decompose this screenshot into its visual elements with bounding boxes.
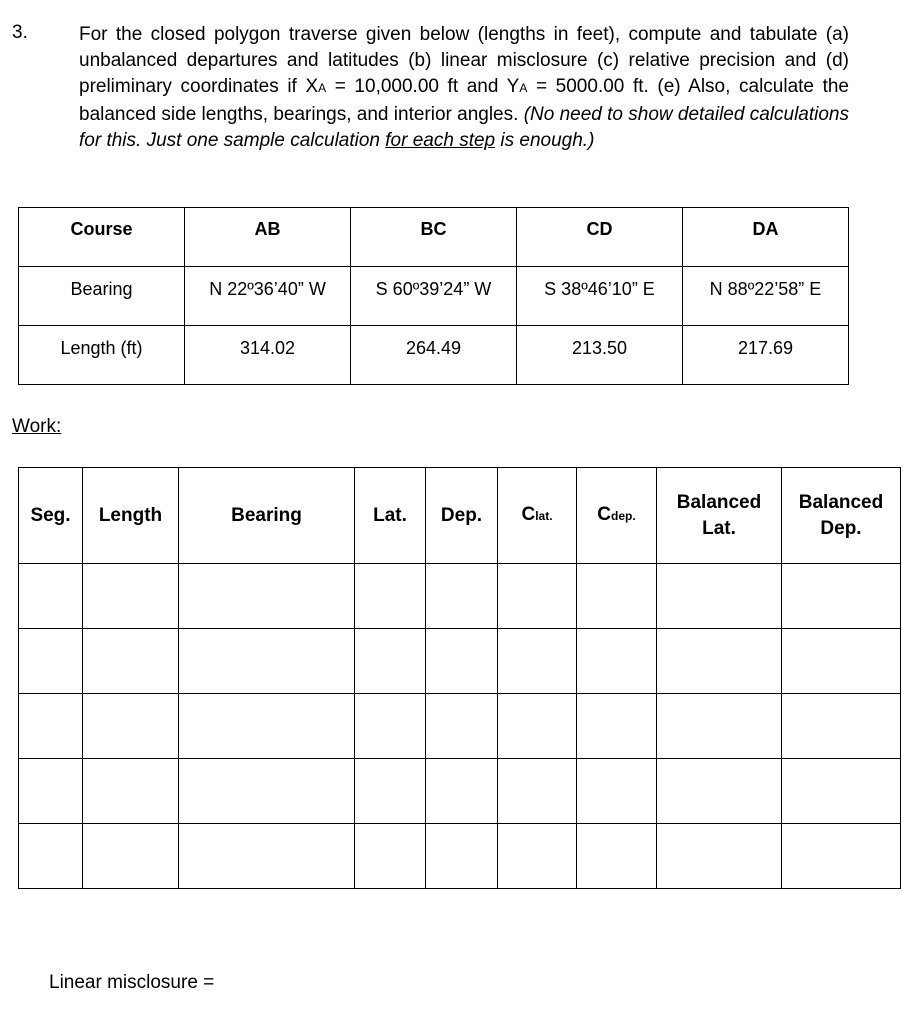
empty-cell[interactable]: [83, 629, 179, 694]
instruction-part2: is enough.): [495, 129, 595, 151]
empty-cell[interactable]: [83, 564, 179, 629]
course-da: DA: [683, 208, 849, 267]
instruction-part1: (No need to show detailed calculations for this. Just one sample calculation: [79, 103, 849, 151]
empty-cell[interactable]: [355, 759, 426, 824]
empty-cell[interactable]: [782, 564, 901, 629]
empty-cell[interactable]: [355, 629, 426, 694]
bearing-row: [19, 267, 849, 326]
question-line1: For the closed polygon traverse given below (lengths in feet), compute and tabulate (a) unbalanced departures and latitudes (b) linear misclosure (c) relative precision and (d) preliminary coordinates if X: [79, 24, 849, 98]
work-header-row: [19, 468, 901, 564]
bearing-ab: N 22º36’40” W: [185, 267, 351, 326]
empty-cell[interactable]: [426, 564, 498, 629]
empty-cell[interactable]: [179, 824, 355, 889]
length-da: 217.69: [683, 326, 849, 385]
empty-cell[interactable]: [577, 824, 657, 889]
clat-sub: lat.: [535, 509, 553, 523]
empty-cell[interactable]: [657, 759, 782, 824]
empty-cell[interactable]: [577, 564, 657, 629]
seg-header: Seg.: [19, 468, 83, 564]
empty-cell[interactable]: [19, 629, 83, 694]
empty-cell[interactable]: [782, 694, 901, 759]
cdep-header: [577, 468, 657, 564]
cdep-c: C: [597, 504, 612, 525]
instruction-underlined: for each step: [385, 129, 496, 151]
length-ab: 314.02: [185, 326, 351, 385]
empty-cell[interactable]: [498, 824, 577, 889]
empty-cell[interactable]: [83, 824, 179, 889]
empty-cell[interactable]: [657, 694, 782, 759]
empty-cell[interactable]: [498, 759, 577, 824]
table-row: [19, 564, 901, 629]
question-number: 3.: [12, 22, 28, 43]
ya-subscript: A: [519, 81, 528, 96]
balanced-dep-line1: Balanced: [798, 491, 884, 513]
clat-header: [498, 468, 577, 564]
xa-subscript: A: [318, 81, 327, 96]
bearing-label: Bearing: [19, 267, 185, 326]
course-header: Course: [19, 208, 185, 267]
empty-cell[interactable]: [426, 629, 498, 694]
empty-cell[interactable]: [179, 564, 355, 629]
work-label: Work:: [12, 416, 62, 437]
empty-cell[interactable]: [355, 824, 426, 889]
empty-cell[interactable]: [657, 564, 782, 629]
empty-cell[interactable]: [657, 629, 782, 694]
empty-cell[interactable]: [355, 694, 426, 759]
course-ab: AB: [185, 208, 351, 267]
question-text: [79, 22, 849, 154]
empty-cell[interactable]: [19, 824, 83, 889]
empty-cell[interactable]: [179, 629, 355, 694]
clat-c: C: [521, 504, 536, 525]
empty-cell[interactable]: [83, 694, 179, 759]
empty-cell[interactable]: [782, 824, 901, 889]
given-traverse-table: [18, 207, 849, 385]
bearing-da: N 88º22’58” E: [683, 267, 849, 326]
table-row: [19, 694, 901, 759]
empty-cell[interactable]: [179, 759, 355, 824]
length-label: Length (ft): [19, 326, 185, 385]
empty-cell[interactable]: [782, 759, 901, 824]
xa-value: = 10,000.00 ft and Y: [326, 76, 520, 98]
course-cd: CD: [517, 208, 683, 267]
empty-cell[interactable]: [19, 759, 83, 824]
ya-value: = 5000.00 ft. (e) Also, calculate the balanced side lengths, bearings, and interior angles.: [79, 76, 849, 125]
length-header: Length: [83, 468, 179, 564]
empty-cell[interactable]: [577, 629, 657, 694]
course-row: [19, 208, 849, 267]
empty-cell[interactable]: [19, 564, 83, 629]
dep-header: Dep.: [426, 468, 498, 564]
empty-cell[interactable]: [179, 694, 355, 759]
empty-cell[interactable]: [426, 824, 498, 889]
empty-cell[interactable]: [782, 629, 901, 694]
work-table: [18, 467, 901, 889]
length-cd: 213.50: [517, 326, 683, 385]
balanced-lat-header: [657, 468, 782, 564]
empty-cell[interactable]: [577, 759, 657, 824]
lat-header: Lat.: [355, 468, 426, 564]
empty-cell[interactable]: [426, 694, 498, 759]
length-row: [19, 326, 849, 385]
table-row: [19, 629, 901, 694]
bearing-header: Bearing: [179, 468, 355, 564]
balanced-dep-line2: Dep.: [820, 517, 862, 539]
empty-cell[interactable]: [19, 694, 83, 759]
linear-misclosure-label: Linear misclosure =: [49, 972, 215, 993]
empty-cell[interactable]: [355, 564, 426, 629]
bearing-cd: S 38º46’10” E: [517, 267, 683, 326]
table-row: [19, 824, 901, 889]
empty-cell[interactable]: [498, 694, 577, 759]
empty-cell[interactable]: [657, 824, 782, 889]
cdep-sub: dep.: [611, 509, 636, 523]
course-bc: BC: [351, 208, 517, 267]
table-row: [19, 759, 901, 824]
empty-cell[interactable]: [498, 629, 577, 694]
balanced-lat-line2: Lat.: [702, 517, 736, 539]
empty-cell[interactable]: [426, 759, 498, 824]
balanced-lat-line1: Balanced: [676, 491, 762, 513]
bearing-bc: S 60º39’24” W: [351, 267, 517, 326]
balanced-dep-header: [782, 468, 901, 564]
empty-cell[interactable]: [83, 759, 179, 824]
empty-cell[interactable]: [498, 564, 577, 629]
empty-cell[interactable]: [577, 694, 657, 759]
length-bc: 264.49: [351, 326, 517, 385]
